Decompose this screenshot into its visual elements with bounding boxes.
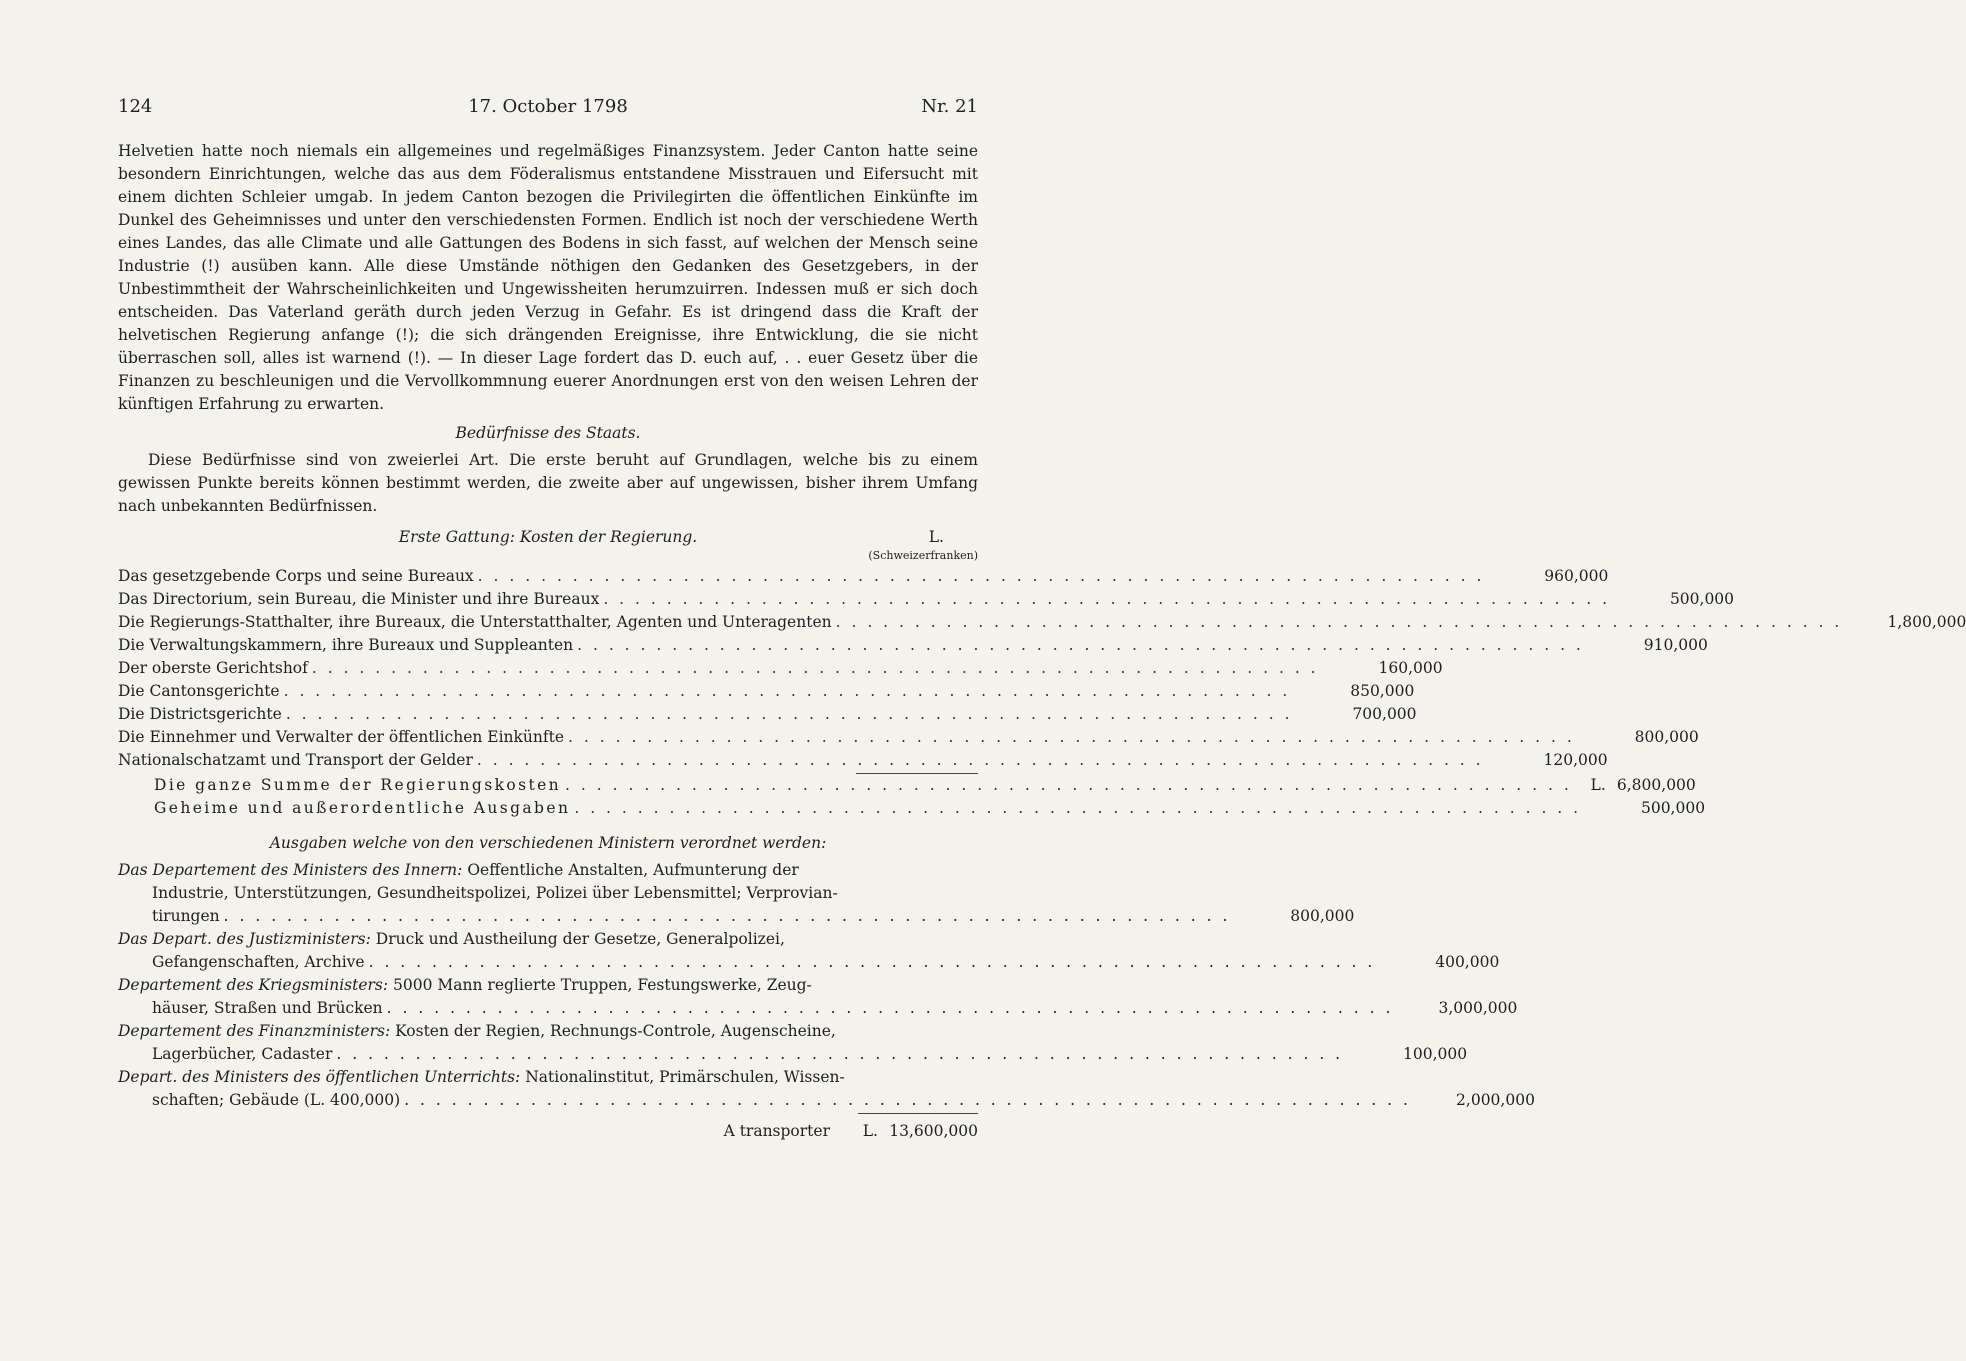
row-value: 910,000 bbox=[1643, 636, 1708, 654]
table-row bbox=[118, 749, 1608, 772]
total-value: 6,800,000 bbox=[1616, 776, 1696, 794]
entry-last-label: tirungen bbox=[152, 907, 220, 925]
leader-dots: . . . . . . . . . . . . . . . . . . . . . . . . . . . . . . . . . . . . . . . . . . . . . . . . . . . . . . . . . . . . . . . . bbox=[336, 1045, 1344, 1063]
table-title: Erste Gattung: Kosten der Regierung. bbox=[398, 528, 698, 546]
leader-dots: . . . . . . . . . . . . . . . . . . . . . . . . . . . . . . . . . . . . . . . . . . . . . . . . . . . . . . . . . . . . . . . . bbox=[404, 1091, 1411, 1109]
entry-last-line bbox=[118, 997, 1518, 1020]
entry-value: 400,000 bbox=[1435, 953, 1500, 971]
table-row bbox=[118, 703, 1417, 726]
ministry-name: Departement des Kriegsministers: bbox=[118, 976, 389, 994]
entry-last-label: Lagerbücher, Cadaster bbox=[152, 1045, 333, 1063]
table-row bbox=[118, 588, 1735, 611]
secret-expenses-row bbox=[118, 797, 1706, 820]
header-date: 17. October 1798 bbox=[468, 96, 628, 117]
transport-label: A transporter bbox=[723, 1122, 830, 1140]
ministry-entry bbox=[118, 974, 1518, 1020]
row-value: 160,000 bbox=[1378, 659, 1443, 677]
leader-dots: . . . . . . . . . . . . . . . . . . . . . . . . . . . . . . . . . . . . . . . . . . . . . . . . . . . . . . . . . . . . . . . . bbox=[386, 999, 1394, 1017]
total-currency: L. bbox=[1590, 776, 1606, 794]
leader-dots: . . . . . . . . . . . . . . . . . . . . . . . . . . . . . . . . . . . . . . . . . . . . . . . . . . . . . . . . . . . . . . . . bbox=[565, 776, 1572, 794]
entry-value: 2,000,000 bbox=[1456, 1091, 1535, 1109]
entry-continuation: Industrie, Unterstützungen, Gesundheitspolizei, Polizei über Lebensmittel; Verprovian- bbox=[152, 884, 838, 902]
leader-dots: . . . . . . . . . . . . . . . . . . . . . . . . . . . . . . . . . . . . . . . . . . . . . . . . . . . . . . . . . . . . . . . . bbox=[311, 659, 1319, 677]
entry-last-label: schaften; Gebäude (L. 400,000) bbox=[152, 1091, 401, 1109]
transport-value: 13,600,000 bbox=[889, 1122, 978, 1140]
row-label: Die Regierungs-Statthalter, ihre Bureaux, die Unterstatthalter, Agenten und Unteragenten bbox=[118, 613, 832, 631]
intro-paragraph: Helvetien hatte noch niemals ein allgemeines und regelmäßiges Finanzsystem. Jeder Canton hatte seine besondern Einrichtungen, welche das aus dem Föderalismus entstandene Misstrauen und Eifersucht mit einem dichten Schleier umgab. In jedem Canton bezogen die Privilegirten die öffentlichen Einkünfte im Dunkel des Geheimnisses und unter den verschiedensten Formen. Endlich ist noch der verschiedene Werth eines Landes, das alle Climate und alle Gattungen des Bodens in sich fasst, auf welchen der Mensch seine Industrie (!) ausüben kann. Alle diese Umstände nöthigen den Gedanken des Gesetzgebers, in der Unbestimmtheit der Wahrscheinlichkeiten und Ungewissheiten herumzuirren. Indessen muß er sich doch entscheiden. Das Vaterland geräth durch jeden Verzug in Gefahr. Es ist dringend dass die Kraft der helvetischen Regierung anfange (!); die sich drängenden Ereignisse, ihre Entwicklung, die sie nicht überraschen soll, alles ist warnend (!). — In dieser Lage fordert das D. euch auf, . . euer Gesetz über die Finanzen zu beschleunigen und die Vervollkommnung euerer Anordnungen erst von den weisen Lehren der künftigen Erfahrung zu erwarten. bbox=[118, 142, 978, 413]
section-title-needs: Bedürfnisse des Staats. bbox=[455, 424, 641, 442]
ministry-entry bbox=[118, 1066, 1535, 1112]
leader-dots: . . . . . . . . . . . . . . . . . . . . . . . . . . . . . . . . . . . . . . . . . . . . . . . . . . . . . . . . . . . . . . . . bbox=[603, 590, 1611, 608]
leader-dots: . . . . . . . . . . . . . . . . . . . . . . . . . . . . . . . . . . . . . . . . . . . . . . . . . . . . . . . . . . . . . . . . bbox=[283, 682, 1291, 700]
row-value: 850,000 bbox=[1350, 682, 1415, 700]
entry-text: 5000 Mann reglierte Truppen, Festungswerke, Zeug- bbox=[393, 976, 812, 994]
table-row bbox=[118, 611, 1966, 634]
row-label: Die Verwaltungskammern, ihre Bureaux und Suppleanten bbox=[118, 636, 574, 654]
secret-label: Geheime und außerordentliche Ausgaben bbox=[154, 799, 571, 817]
entry-first-line bbox=[118, 1066, 978, 1089]
table-row bbox=[118, 565, 1609, 588]
leader-dots: . . . . . . . . . . . . . . . . . . . . . . . . . . . . . . . . . . . . . . . . . . . . . . . . . . . . . . . . . . . . . . . . bbox=[577, 636, 1584, 654]
table-row bbox=[118, 634, 1708, 657]
entry-last-label: Gefangenschaften, Archive bbox=[152, 953, 365, 971]
row-label: Die Einnehmer und Verwalter der öffentlichen Einkünfte bbox=[118, 728, 565, 746]
entry-text: Kosten der Regien, Rechnungs-Controle, Augenscheine, bbox=[395, 1022, 836, 1040]
entry-last-line bbox=[118, 1043, 1468, 1066]
entry-text: Oeffentliche Anstalten, Aufmunterung der bbox=[467, 861, 799, 879]
secret-value: 500,000 bbox=[1640, 799, 1706, 817]
table-row bbox=[118, 680, 1415, 703]
row-label: Das Directorium, sein Bureau, die Minister und ihre Bureaux bbox=[118, 590, 600, 608]
section-title-ministers: Ausgaben welche von den verschiedenen Ministern verordnet werden: bbox=[269, 834, 827, 852]
entry-last-line bbox=[118, 951, 1500, 974]
entry-last-line bbox=[118, 905, 1355, 928]
entry-text: Druck und Austheilung der Gesetze, Generalpolizei, bbox=[375, 930, 785, 948]
row-value: 120,000 bbox=[1543, 751, 1608, 769]
table-row bbox=[118, 657, 1443, 680]
table-row bbox=[118, 726, 1699, 749]
leader-dots: . . . . . . . . . . . . . . . . . . . . . . . . . . . . . . . . . . . . . . . . . . . . . . . . . . . . . . . . . . . . . . . . bbox=[477, 567, 1485, 585]
leader-dots: . . . . . . . . . . . . . . . . . . . . . . . . . . . . . . . . . . . . . . . . . . . . . . . . . . . . . . . . . . . . . . . . bbox=[835, 613, 1843, 631]
transport-rule bbox=[858, 1113, 978, 1114]
row-label: Das gesetzgebende Corps und seine Bureaux bbox=[118, 567, 474, 585]
entry-value: 100,000 bbox=[1403, 1045, 1468, 1063]
ministry-name: Das Depart. des Justizministers: bbox=[118, 930, 371, 948]
row-label: Der oberste Gerichtshof bbox=[118, 659, 308, 677]
header-number: Nr. 21 bbox=[921, 96, 978, 117]
entry-first-line bbox=[118, 928, 978, 951]
leader-dots: . . . . . . . . . . . . . . . . . . . . . . . . . . . . . . . . . . . . . . . . . . . . . . . . . . . . . . . . . . . . . . . . bbox=[568, 728, 1575, 746]
transport-row bbox=[118, 1120, 978, 1143]
ministry-name: Departement des Finanzministers: bbox=[118, 1022, 391, 1040]
row-label: Die Cantonsgerichte bbox=[118, 682, 280, 700]
row-value: 960,000 bbox=[1544, 567, 1609, 585]
entry-text: Nationalinstitut, Primärschulen, Wissen- bbox=[525, 1068, 845, 1086]
transport-currency: L. bbox=[862, 1122, 878, 1140]
leader-dots: . . . . . . . . . . . . . . . . . . . . . . . . . . . . . . . . . . . . . . . . . . . . . . . . . . . . . . . . . . . . . . . . bbox=[368, 953, 1376, 971]
ministry-entry bbox=[118, 1020, 1468, 1066]
page-body bbox=[118, 140, 1966, 1143]
row-label: Nationalschatzamt und Transport der Gelder bbox=[118, 751, 473, 769]
leader-dots: . . . . . . . . . . . . . . . . . . . . . . . . . . . . . . . . . . . . . . . . . . . . . . . . . . . . . . . . . . . . . . . . bbox=[223, 907, 1231, 925]
row-value: 500,000 bbox=[1669, 590, 1735, 608]
unit-note: (Schweizerfranken) bbox=[868, 549, 978, 562]
entry-last-label: häuser, Straßen und Brücken bbox=[152, 999, 383, 1017]
ministry-entry bbox=[118, 859, 1355, 928]
entry-first-line bbox=[118, 859, 978, 882]
table-title-row bbox=[118, 526, 978, 549]
entry-last-line bbox=[118, 1089, 1535, 1112]
ministry-name: Depart. des Ministers des öffentlichen Unterrichts: bbox=[118, 1068, 521, 1086]
ministry-entry bbox=[118, 928, 1500, 974]
total-label: Die ganze Summe der Regierungskosten bbox=[154, 776, 562, 794]
row-value: 1,800,000 bbox=[1887, 613, 1966, 631]
row-value: 700,000 bbox=[1352, 705, 1417, 723]
page-header bbox=[118, 96, 978, 126]
row-value: 800,000 bbox=[1634, 728, 1699, 746]
needs-paragraph: Diese Bedürfnisse sind von zweierlei Art. Die erste beruht auf Grundlagen, welche bis zu einem gewissen Punkte bereits können bestimmt werden, die zweite aber auf ungewissen, bisher ihrem Umfang nach unbekannten Bedürfnissen. bbox=[118, 451, 978, 515]
row-label: Die Districtsgerichte bbox=[118, 705, 282, 723]
page-number: 124 bbox=[118, 96, 153, 117]
leader-dots: . . . . . . . . . . . . . . . . . . . . . . . . . . . . . . . . . . . . . . . . . . . . . . . . . . . . . . . . . . . . . . . . bbox=[574, 799, 1582, 817]
leader-dots: . . . . . . . . . . . . . . . . . . . . . . . . . . . . . . . . . . . . . . . . . . . . . . . . . . . . . . . . . . . . . . . . bbox=[285, 705, 1293, 723]
entry-value: 800,000 bbox=[1290, 907, 1355, 925]
currency-header: L. bbox=[928, 528, 944, 546]
leader-dots: . . . . . . . . . . . . . . . . . . . . . . . . . . . . . . . . . . . . . . . . . . . . . . . . . . . . . . . . . . . . . . . . bbox=[476, 751, 1484, 769]
entry-first-line bbox=[118, 974, 978, 997]
entry-first-line bbox=[118, 1020, 978, 1043]
ministry-name: Das Departement des Ministers des Innern: bbox=[118, 861, 463, 879]
total-row bbox=[118, 774, 1696, 797]
entry-value: 3,000,000 bbox=[1438, 999, 1518, 1017]
